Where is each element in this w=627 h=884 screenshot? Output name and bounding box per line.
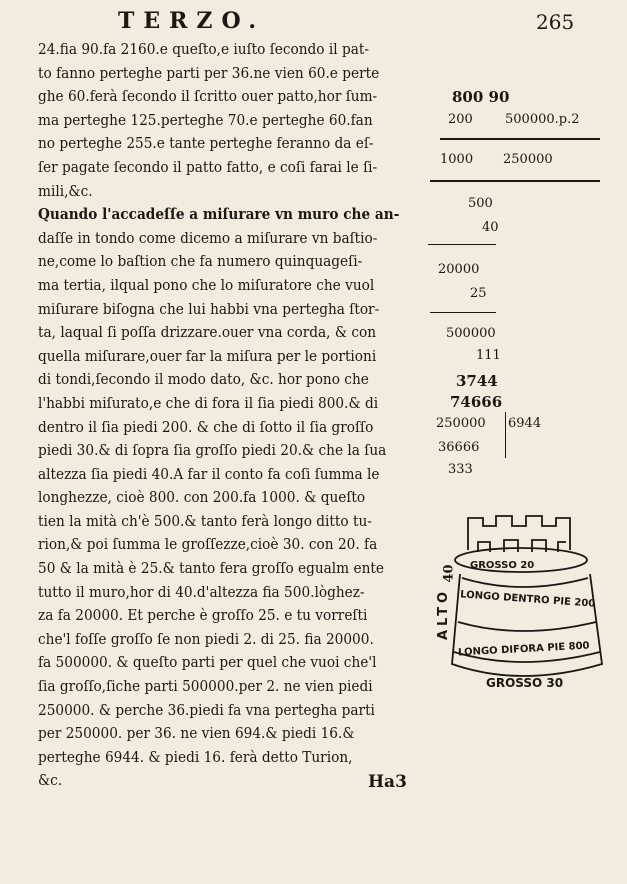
text-line: ne,come lo baſtion che fa numero quinquageſi- <box>38 252 363 271</box>
page-header <box>0 8 627 38</box>
text-line: daſſe in tondo come dicemo a miſurare vn baſtio- <box>38 228 378 247</box>
main-text-column <box>38 38 438 793</box>
text-line: per 250000. per 36. ne vien 694.& piedi 16.& <box>38 724 355 743</box>
text-line: to fanno perteghe parti per 36.ne vien 60.e perte <box>38 63 380 82</box>
paragraph-start-line: Quando l'accadeſſe a miſurare vn muro che an- <box>38 205 400 224</box>
text-line: za fa 20000. Et perche è groſſo 25. e tu vorreſti <box>38 606 368 625</box>
text-line: &c. <box>38 771 63 790</box>
tower-height-value: 40 <box>441 564 457 583</box>
calc-20000: 20000 <box>438 262 480 277</box>
calc-rule <box>440 138 600 140</box>
calc-36666: 36666 <box>438 440 480 455</box>
tower-grosso-bottom-label: GROSSO 30 <box>486 676 564 690</box>
calc-800-90: 800 90 <box>452 88 510 106</box>
text-line: altezza ſia piedi 40.A far il conto fa coſi ſumma le <box>38 464 380 483</box>
running-title: TERZO. <box>118 8 266 34</box>
text-line: l'habbi miſurato,e che di fora il ſia piedi 800.& di <box>38 393 379 412</box>
calc-rule <box>430 180 600 182</box>
text-line: no perteghe 255.e tante perteghe feranno da eſ- <box>38 134 374 153</box>
text-line: ta, laqual ſi poſſa drizzare.ouer vna corda, & con <box>38 323 377 342</box>
text-line: ma tertia, ilqual pono che lo miſuratore che vuol <box>38 275 375 294</box>
calc-500000: 500000 <box>446 326 496 341</box>
text-line: piedi 30.& di ſopra ſia groſſo piedi 20.& che la ſua <box>38 441 387 460</box>
text-line: 50 & la mità è 25.& tanto fera groſſo egualm ente <box>38 559 384 578</box>
text-line: ghe 60.ferà ſecondo il ſcritto ouer patto,hor ſum- <box>38 87 378 106</box>
calc-500: 500 <box>468 196 493 211</box>
calc-250000-div: 250000 <box>436 416 486 431</box>
tower-longo-dentro-label: LONGO DENTRO PIE 200 <box>459 589 596 610</box>
text-line: fa 500000. & queſto parti per quel che vuoi che'l <box>38 653 377 672</box>
signature-mark: Ha3 <box>368 772 407 792</box>
tower-longo-difora-label: LONGO DIFORA PIE 800 <box>457 640 590 659</box>
text-line: tien la mità ch'è 500.& tanto ferà longo ditto tu- <box>38 511 372 530</box>
calc-3744: 3744 <box>456 372 498 390</box>
calc-rule <box>428 244 496 245</box>
calc-111: 111 <box>476 348 501 363</box>
tower-height-label: ALTO <box>436 587 451 640</box>
text-line: dentro il ſia piedi 200. & che di ſotto il ſia groſſo <box>38 417 374 436</box>
text-line: mili,&c. <box>38 181 93 200</box>
text-line: ma perteghe 125.perteghe 70.e perteghe 60.fan <box>38 110 373 129</box>
calc-500000-p2: 500000.p.2 <box>505 112 580 127</box>
calc-74666: 74666 <box>450 393 503 411</box>
text-line: 250000. & perche 36.piedi fa vna pertegha parti <box>38 700 375 719</box>
text-line: longhezze, cioè 800. con 200.fa 1000. & queſto <box>38 488 366 507</box>
text-line: ſer pagate ſecondo il patto fatto, e coſi farai le ſi- <box>38 157 378 176</box>
calc-333: 333 <box>448 462 473 477</box>
text-line: 24.fia 90.fa 2160.e queſto,e iuſto ſecondo il pat- <box>38 40 369 58</box>
tower-grosso-top-label: GROSSO 20 <box>470 560 535 571</box>
text-line: che'l foſſe groſſo ſe non piedi 2. di 25. fia 20000. <box>38 629 374 648</box>
calc-250000: 250000 <box>503 152 553 167</box>
text-line: rion,& poi ſumma le groſſezze,cioè 30. con 20. fa <box>38 535 378 554</box>
text-line: di tondi,ſecondo il modo dato, &c. hor pono che <box>38 370 369 389</box>
text-line: tutto il muro,hor di 40.d'altezza fia 500.lòghez- <box>38 582 365 601</box>
text-line: perteghe 6944. & piedi 16. ferà detto Turion, <box>38 747 353 766</box>
text-line: ſia groſſo,ſiche parti 500000.per 2. ne vien piedi <box>38 677 373 696</box>
text-line: quella miſurare,ouer far la miſura per le portioni <box>38 346 377 365</box>
division-bracket <box>505 412 506 458</box>
calc-25: 25 <box>470 286 487 301</box>
page-number: 265 <box>536 10 575 34</box>
calc-40: 40 <box>482 220 499 235</box>
calc-rule <box>430 312 496 313</box>
calc-200: 200 <box>448 112 473 127</box>
calc-6944: 6944 <box>508 416 542 431</box>
calc-1000: 1000 <box>440 152 474 167</box>
text-line: miſurare biſogna che lui habbi vna pertegha ſtor- <box>38 299 380 318</box>
